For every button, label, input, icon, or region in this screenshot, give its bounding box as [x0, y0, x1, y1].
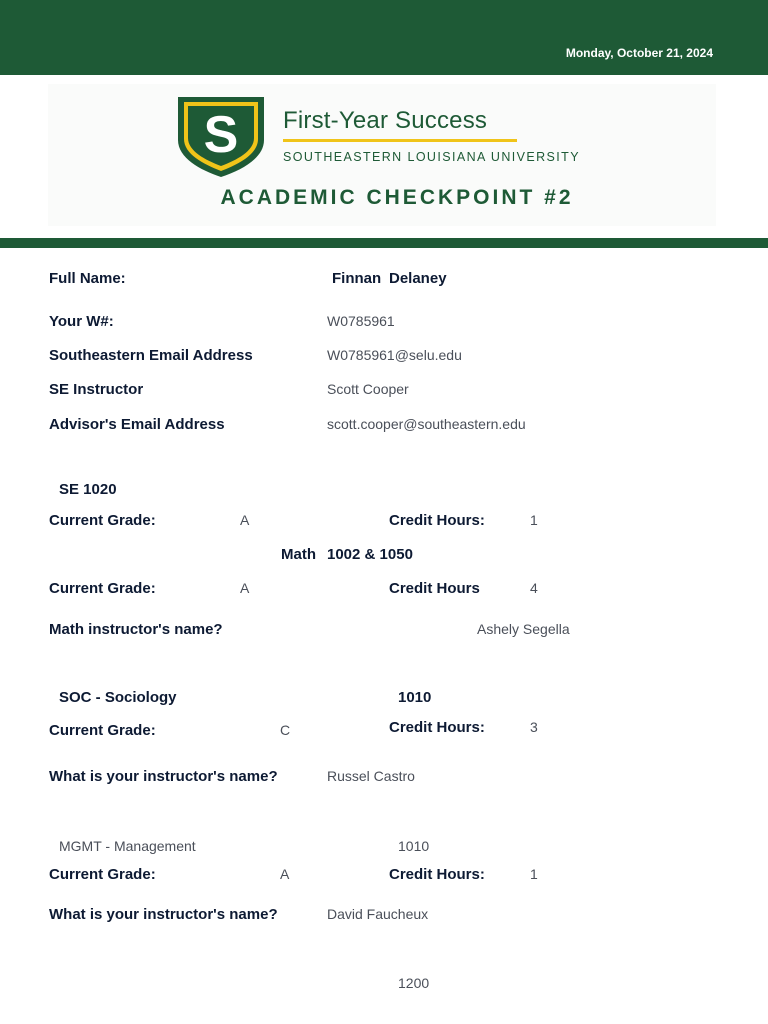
advisor-email-value: scott.cooper@southeastern.edu — [327, 416, 526, 432]
math-hours-value: 4 — [530, 580, 538, 596]
mgmt-instructor-value: David Faucheux — [327, 906, 429, 922]
w-number-value: W0785961 — [327, 313, 395, 329]
program-name: First-Year Success — [283, 107, 488, 134]
mgmt-grade-value: A — [280, 866, 290, 882]
last-name-value: Delaney — [389, 270, 447, 287]
math-course-number: 1002 & 1050 — [327, 546, 413, 563]
shield-letter: S — [203, 106, 239, 164]
email-value: W0785961@selu.edu — [327, 347, 462, 363]
next-course-number: 1200 — [398, 975, 430, 991]
full-name-label: Full Name: — [49, 270, 126, 287]
se-instructor-label: SE Instructor — [49, 381, 144, 398]
email-label: Southeastern Email Address — [49, 347, 253, 364]
mgmt-instructor-label: What is your instructor's name? — [49, 906, 278, 923]
soc-subject: SOC - Sociology — [59, 689, 177, 706]
soc-instructor-label: What is your instructor's name? — [49, 768, 278, 785]
se1020-grade-label: Current Grade: — [49, 512, 156, 529]
university-name: SOUTHEASTERN LOUISIANA UNIVERSITY — [283, 150, 580, 164]
math-hours-label: Credit Hours — [389, 580, 480, 597]
soc-grade-label: Current Grade: — [49, 722, 156, 739]
mgmt-hours-label: Credit Hours: — [389, 866, 485, 883]
soc-hours-value: 3 — [530, 719, 538, 735]
math-grade-value: A — [240, 580, 250, 596]
mgmt-grade-label: Current Grade: — [49, 866, 156, 883]
mgmt-course-number: 1010 — [398, 838, 430, 854]
page-title: ACADEMIC CHECKPOINT #2 — [220, 186, 574, 209]
soc-hours-label: Credit Hours: — [389, 719, 485, 736]
gold-divider — [283, 139, 517, 142]
top-bar — [0, 0, 768, 75]
mgmt-hours-value: 1 — [530, 866, 538, 882]
se1020-hours-value: 1 — [530, 512, 538, 528]
first-name-value: Finnan — [332, 270, 382, 287]
mgmt-subject: MGMT - Management — [59, 838, 196, 854]
soc-course-number: 1010 — [398, 689, 432, 706]
math-instructor-label: Math instructor's name? — [49, 621, 223, 638]
green-divider — [0, 238, 768, 248]
se1020-hours-label: Credit Hours: — [389, 512, 485, 529]
se1020-course-title: SE 1020 — [59, 481, 117, 498]
math-subject: Math — [281, 546, 316, 563]
advisor-email-label: Advisor's Email Address — [49, 416, 225, 433]
soc-instructor-value: Russel Castro — [327, 768, 415, 784]
math-instructor-value: Ashely Segella — [477, 621, 570, 637]
soc-grade-value: C — [280, 722, 291, 738]
university-shield-logo — [176, 96, 266, 178]
w-number-label: Your W#: — [49, 313, 114, 330]
math-grade-label: Current Grade: — [49, 580, 156, 597]
se-instructor-value: Scott Cooper — [327, 381, 409, 397]
date-label: Monday, October 21, 2024 — [565, 46, 713, 60]
se1020-grade-value: A — [240, 512, 250, 528]
